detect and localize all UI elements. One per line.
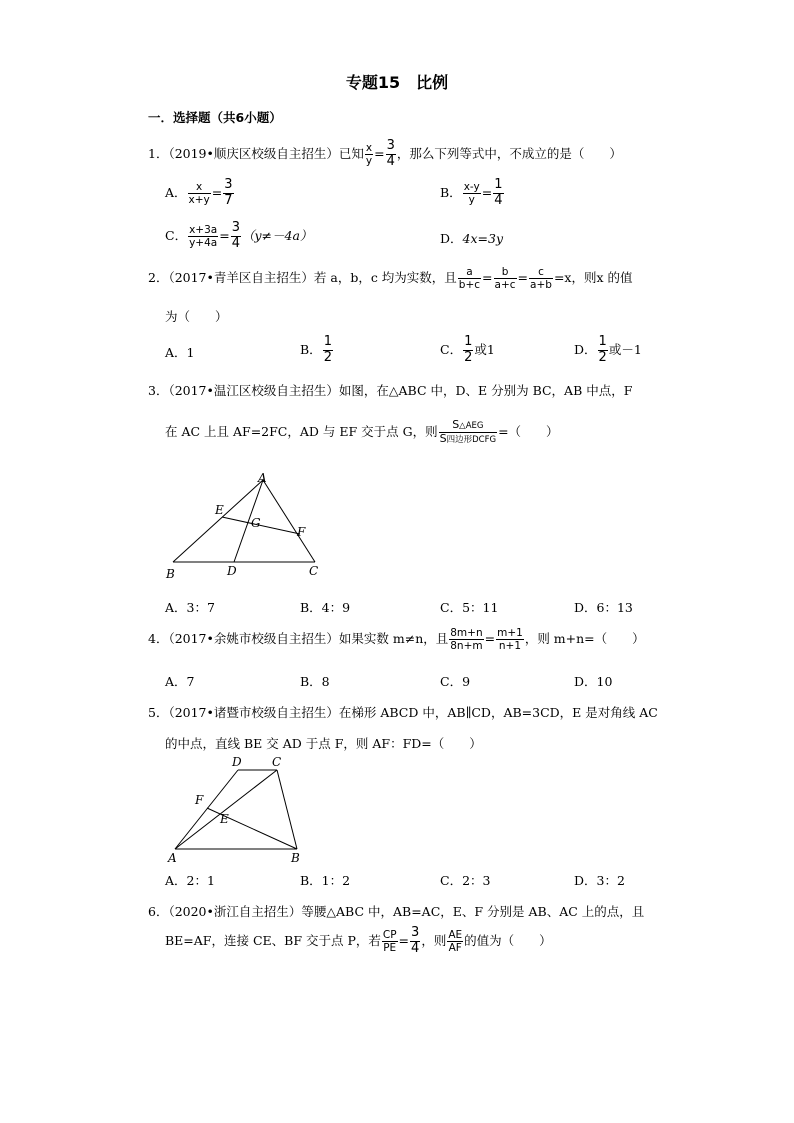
question-5: 5．（2017•诸暨市校级自主招生）在梯形 ABCD 中，AB∥CD，AB=3CD，E 是对角线 AC [148,705,658,720]
q2-option-c[interactable]: C． $\frac{1}{2}$ 或1 [440,334,495,365]
q5-option-a[interactable]: A．2：1 [165,873,215,888]
q3-label-c: C [309,564,319,578]
q4-option-b[interactable]: B．8 [300,674,330,689]
q3-option-b[interactable]: B．4：9 [300,600,351,615]
question-1: 1．（2019•顺庆区校级自主招生）已知 $\frac{x}{y}$ = $\frac{3}{4}$ ，那么下列等式中，不成立的是（ ） [148,138,622,169]
q5-option-c[interactable]: C．2：3 [440,873,491,888]
q3-line2: 在 AC 上且 AF=2FC，AD 与 EF 交于点 G，则 $\frac{\text{S△AEG}}{\text{S四边形DCFG}}$ =（ ） [165,418,559,445]
q5-label-c: C [272,755,282,769]
q1-option-a[interactable]: A． $\frac{x}{x+y}$ = $\frac{3}{7}$ [165,177,233,208]
q1-option-c[interactable]: C． $\frac{x+3a}{y+4a}$ = $\frac{3}{4}$ （y≠－4a） [165,220,313,251]
section-heading: 一．选择题（共6小题） [148,110,282,125]
q3-label-b: B [166,567,175,581]
q3-label-d: D [227,564,237,578]
q1-option-b[interactable]: B． $\frac{x-y}{y}$ = $\frac{1}{4}$ [440,177,503,208]
q1-frac-xy: $\frac{x}{y}$ [365,141,373,167]
q5-label-e: E [220,812,229,826]
q3-label-a: A [258,471,267,485]
q5-label-a: A [168,851,177,864]
q2-option-d[interactable]: D． $\frac{1}{2}$ 或－1 [574,334,642,365]
q5-option-b[interactable]: B．1：2 [300,873,351,888]
question-2: 2．（2017•青羊区自主招生）若 a，b，c 均为实数，且 $\frac{a}{b+c}$ = $\frac{b}{a+c}$ = $\frac{c}{a+b}$ =x，则x 的值 [148,266,633,292]
q4-option-a[interactable]: A．7 [165,674,195,689]
q1-option-d[interactable]: D．4x=3y [440,231,504,246]
q3-option-d[interactable]: D．6：13 [574,600,633,615]
q5-trapezoid-figure [160,752,310,864]
page-title: 专题15 比例 [345,73,449,92]
q4-option-c[interactable]: C．9 [440,674,471,689]
q6-line2: BE=AF，连接 CE、BF 交于点 P，若 $\frac{CP}{PE}$ = $\frac{3}{4}$ ，则 $\frac{AE}{AF}$ 的值为（ ） [165,925,552,956]
q3-option-a[interactable]: A．3：7 [165,600,215,615]
q3-label-e: E [215,503,224,517]
q3-triangle-figure [160,470,335,582]
q2-option-a[interactable]: A．1 [165,345,195,360]
q2-option-b[interactable]: B． $\frac{1}{2}$ [300,334,332,365]
q5-label-d: D [232,755,242,769]
question-4: 4．（2017•余姚市校级自主招生）如果实数 m≠n，且 $\frac{8m+n}{8n+m}$ = $\frac{m+1}{n+1}$ ，则 m+n=（ ） [148,627,645,653]
q5-label-b: B [291,851,300,864]
q3-label-f: F [297,525,306,539]
q5-label-f: F [195,793,204,807]
q5-option-d[interactable]: D．3：2 [574,873,625,888]
question-3: 3．（2017•温江区校级自主招生）如图，在△ABC 中，D、E 分别为 BC，AB 中点，F [148,383,633,398]
question-6: 6．（2020•浙江自主招生）等腰△ABC 中，AB=AC，E、F 分别是 AB、AC 上的点，且 [148,904,645,919]
q1-frac-34: $\frac{3}{4}$ [386,138,395,169]
q1-stem: 1．（2019•顺庆区校级自主招生）已知 [148,145,364,161]
q2-line2: 为（ ） [165,309,228,324]
q3-option-c[interactable]: C．5：11 [440,600,499,615]
q5-line2: 的中点，直线 BE 交 AD 于点 F，则 AF：FD=（ ） [165,736,482,751]
q4-option-d[interactable]: D．10 [574,674,613,689]
q3-label-g: G [251,516,261,530]
